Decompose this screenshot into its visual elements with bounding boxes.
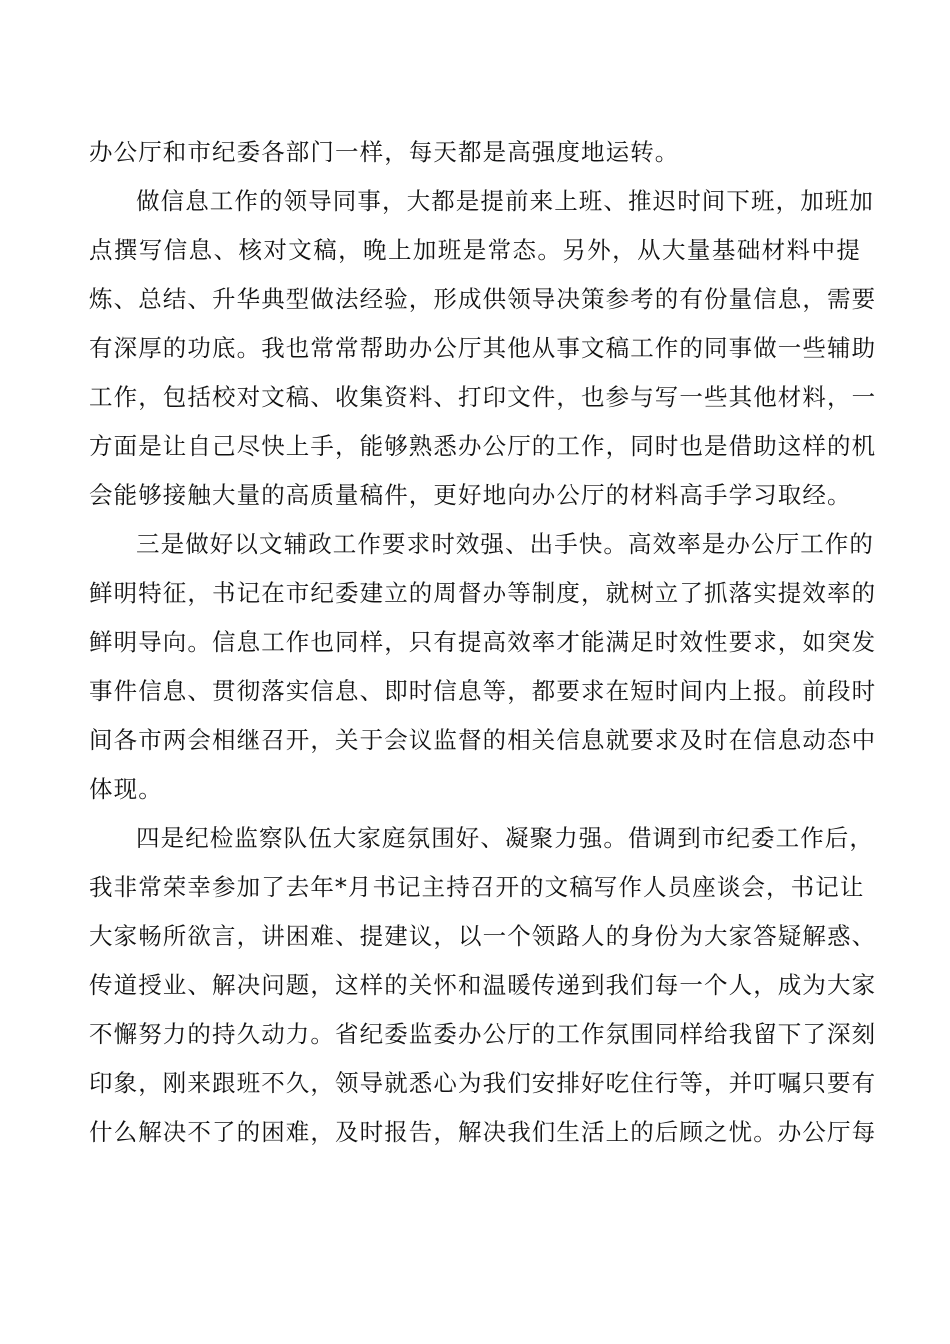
paragraph-4 [89,814,877,1157]
text-line: 炼、总结、升华典型做法经验，形成供领导决策参考的有份量信息，需要 [89,285,877,313]
text-line: 什么解决不了的困难，及时报告，解决我们生活上的后顾之忧。办公厅每 [89,1118,877,1146]
text-line: 大家畅所欲言，讲困难、提建议，以一个领路人的身份为大家答疑解惑、 [89,922,877,950]
text-line: 三是做好以文辅政工作要求时效强、出手快。高效率是办公厅工作的 [136,530,874,558]
text-line: 方面是让自己尽快上手，能够熟悉办公厅的工作，同时也是借助这样的机 [89,432,877,460]
text-line: 我非常荣幸参加了去年*月书记主持召开的文稿写作人员座谈会，书记让 [89,873,865,901]
text-line: 鲜明特征，书记在市纪委建立的周督办等制度，就树立了抓落实提效率的 [89,579,877,607]
text-line: 不懈努力的持久动力。省纪委监委办公厅的工作氛围同样给我留下了深刻 [89,1020,877,1048]
text-line: 事件信息、贯彻落实信息、即时信息等，都要求在短时间内上报。前段时 [89,677,877,705]
paragraph-1 [89,128,861,177]
paragraph-2 [89,177,877,520]
text-line: 会能够接触大量的高质量稿件，更好地向办公厅的材料高手学习取经。 [89,481,852,509]
document-body [89,128,877,1157]
text-line: 有深厚的功底。我也常常帮助办公厅其他从事文稿工作的同事做一些辅助 [89,334,877,362]
text-line: 四是纪检监察队伍大家庭氛围好、凝聚力强。借调到市纪委工作后， [136,824,874,852]
text-line: 做信息工作的领导同事，大都是提前来上班、推迟时间下班，加班加 [136,187,874,215]
text-line: 体现。 [89,775,163,803]
paragraph-3 [89,520,877,814]
text-line: 鲜明导向。信息工作也同样，只有提高效率才能满足时效性要求，如突发 [89,628,877,656]
text-line: 工作，包括校对文稿、收集资料、打印文件，也参与写一些其他材料，一 [89,383,877,411]
text-line: 传道授业、解决问题，这样的关怀和温暖传递到我们每一个人，成为大家 [89,971,877,999]
text-line: 间各市两会相继召开，关于会议监督的相关信息就要求及时在信息动态中 [89,726,877,754]
text-line: 印象，刚来跟班不久，领导就悉心为我们安排好吃住行等，并叮嘱只要有 [89,1069,877,1097]
text-line: 办公厅和市纪委各部门一样，每天都是高强度地运转。 [89,138,680,166]
text-line: 点撰写信息、核对文稿，晚上加班是常态。另外，从大量基础材料中提 [89,236,861,264]
